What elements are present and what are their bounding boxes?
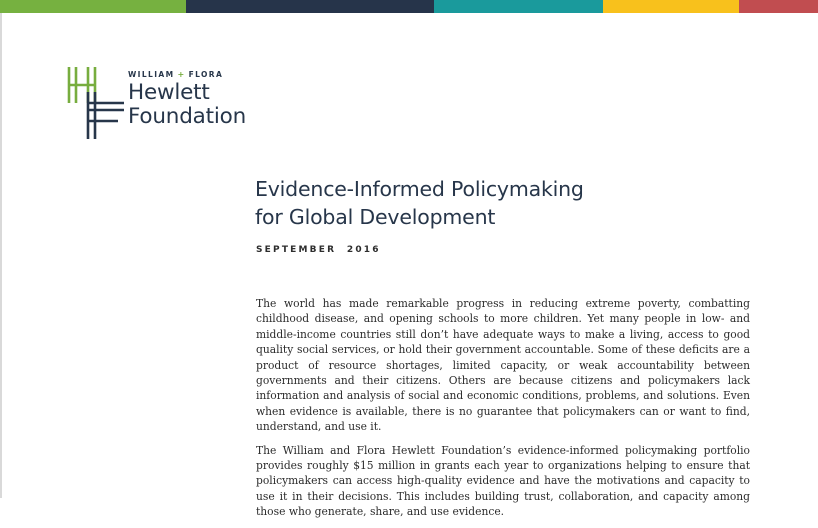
header-bar-navy <box>186 0 434 13</box>
logo-plus: + <box>177 70 186 79</box>
logo-foundation: Foundation <box>128 104 247 129</box>
header-bar-red <box>739 0 818 13</box>
header-bar-green <box>0 0 186 13</box>
body-text <box>256 296 750 528</box>
header-color-bar <box>0 0 818 13</box>
title-line-2: for Global Development <box>255 205 496 229</box>
logo-small-caps <box>128 70 246 79</box>
hf-monogram-icon <box>66 66 126 140</box>
publication-date: SEPTEMBER 2016 <box>256 245 381 255</box>
title-line-1: Evidence-Informed Policymaking <box>255 177 584 201</box>
hewlett-foundation-logo <box>66 66 266 142</box>
document-title <box>255 175 584 231</box>
logo-flora: FLORA <box>188 70 224 79</box>
logo-wordmark <box>128 70 246 129</box>
header-bar-yellow <box>603 0 739 13</box>
page-edge <box>0 13 2 498</box>
paragraph-2: The William and Flora Hewlett Foundation’s evidence-informed policymaking portfolio provides roughly $15 million in grants each year to organizations helping to ensure that policymakers can access high-quality evidence and have the motivations and capacity to use it in their decisions. This includes building trust, collaboration, and capacity among those who generate, share, and use evidence. <box>256 443 750 519</box>
paragraph-1: The world has made remarkable progress in reducing extreme poverty, combatting childhood disease, and opening schools to more children. Yet many people in low- and middle-income countries still don’t have adequate ways to make a living, access to good quality social services, or hold their government accountable. Some of these deficits are a product of resource shortages, limited capacity, or weak accountability between governments and their citizens. Others are because citizens and policymakers lack information and analysis of social and economic conditions, problems, and solutions. Even when evidence is available, there is no guarantee that policymakers can or want to find, understand, and use it. <box>256 297 750 434</box>
header-bar-teal <box>434 0 603 13</box>
logo-hewlett: Hewlett <box>128 80 210 105</box>
logo-william: WILLIAM <box>128 70 175 79</box>
